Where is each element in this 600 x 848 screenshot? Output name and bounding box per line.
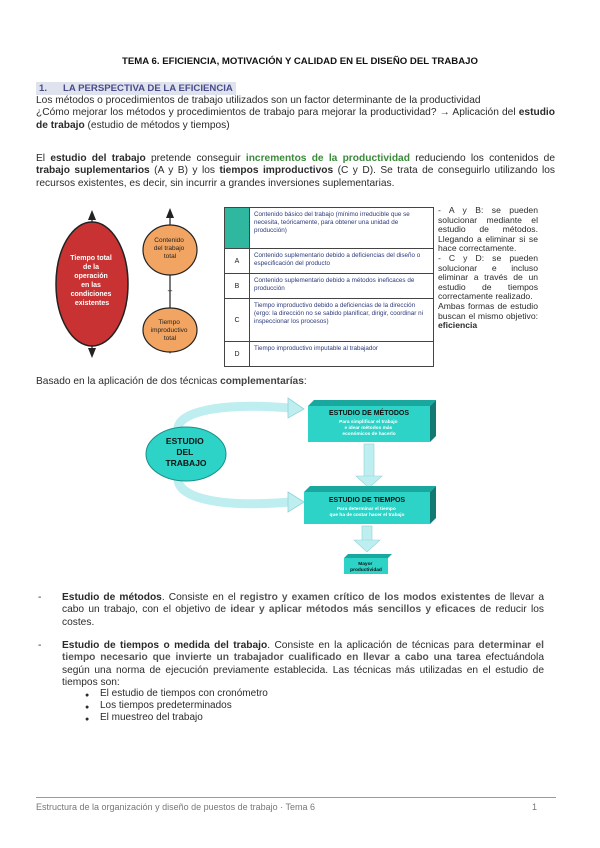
result-box-top [344,554,392,558]
arrow-to-times [178,480,290,504]
time-study-item [38,640,545,690]
methods-box-top [308,400,436,406]
times-box-side [430,486,436,524]
p2-i: (C y D). Se trata de conseguirlo utilizando los recursos existentes, es decir, sin incurrir a grandes inversiones suplementarias. [36,165,555,189]
work-content-label: Contenido del trabajo total [153,237,185,260]
p2-f: trabajo suplementarios [36,165,150,177]
item1-e: idear y aplicar métodos más sencillos y eficaces [230,604,476,616]
intro-line-2-bold: estudio de trabajo [36,107,555,131]
times-title: ESTUDIO DE TIEMPOS [328,497,406,504]
based-b: complementarías [220,376,304,387]
item2-d: efectuándola según una norma de ejecución previamente establecida. Las técnicas más utilizadas en el estudio de tiempos son: [62,652,544,689]
intro-paragraph [36,95,555,132]
side-note-ab: - A y B: se pueden solucionar mediante el estudio de métodos. Llegando a eliminar si se hace correctamente. [438,205,538,254]
table-row [225,208,433,249]
work-study-paragraph [36,153,555,190]
techniques-list [100,688,268,724]
section-heading [36,82,236,95]
arrow-to-methods-head [288,398,304,418]
down-arrow-2-shaft [362,526,372,542]
item1-b: . Consiste en el [161,592,240,603]
row-letter [225,208,250,248]
based-c: : [303,376,307,387]
list-item: ● El muestreo del trabajo [100,712,268,724]
list-item: ● Los tiempos predeterminados [100,700,268,712]
footer-divider [36,797,556,798]
work-content-table [224,207,434,367]
item2-a: Estudio de tiempos o medida del trabajo [62,640,268,651]
p2-a: El [36,153,51,164]
table-row [225,299,433,342]
methods-study-item [38,592,544,629]
row-text: Tiempo improductivo imputable al trabajador [254,345,379,352]
item2-c: determinar el tiempo necesario que invierte un trabajador cualificado en llevar a cabo una tarea [62,640,545,664]
table-row [225,274,433,299]
list-dash: - [38,640,42,651]
intro-line-2-tail: (estudio de métodos y tiempos) [84,119,230,131]
result-label: Mayor productividad [350,562,382,573]
list-item: ● El estudio de tiempos con cronómetro [100,688,268,700]
time-breakdown-figure [50,202,220,362]
intro-line-1: Los métodos o procedimientos de trabajo utilizados son un factor determinante de la productividad [36,95,481,106]
down-arrow-shaft [364,444,374,478]
document-title: TEMA 6. EFICIENCIA, MOTIVACIÓN Y CALIDAD EN EL DISEÑO DEL TRABAJO [122,56,478,67]
side-note-goal-bold: eficiencia [438,320,478,331]
unproductive-time-label: Tiempo improductivo total [150,319,188,342]
table-row [225,249,433,274]
intro-line-2 [36,107,555,132]
arrow-to-methods [178,406,290,428]
based-a: Basado en la aplicación de dos técnicas [36,376,221,387]
row-text: Contenido suplementario debido a deficiencias del diseño o especificación del producto [254,252,421,267]
row-letter: B [225,274,250,298]
item1-a: Estudio de métodos [62,592,162,603]
section-title: LA PERSPECTIVA DE LA EFICIENCIA [63,83,233,94]
row-letter: C [225,299,250,341]
times-box-top [304,486,436,492]
row-text: Contenido básico del trabajo (mínimo irreducible que se necesita, teóricamente, para obtener una unidad de producción) [254,211,410,234]
side-note [438,206,538,331]
item1-c: registro y examen crítico de los modos existentes [239,592,491,603]
row-letter: D [225,342,250,366]
arrow-to-times-head [288,492,304,512]
section-number: 1. [39,83,48,94]
p2-c: pretende conseguir [145,153,246,164]
intro-line-2-text: ¿Cómo mejorar los métodos y procedimientos de trabajo para mejorar la productividad? → Aplicación del [36,107,519,119]
table-row [225,342,433,366]
plus-sign: + [167,286,173,296]
row-letter: A [225,249,250,273]
p2-d: incrementos de la productividad [245,153,410,164]
work-study-diagram [140,386,440,586]
methods-title: ESTUDIO DE MÉTODOS [329,410,409,417]
p2-g: (A y B) y los [149,165,220,177]
page-number: 1 [532,802,538,812]
arrow-up-head-left [88,210,96,220]
item1-d: de llevar a cabo un trabajo, con el objetivo de [62,592,544,616]
item2-b: . Consiste en la aplicación de técnicas para [267,640,479,651]
methods-box-side [430,400,436,442]
footer-text: Estructura de la organización y diseño de puestos de trabajo · Tema 6 [36,802,315,812]
p2-b: estudio del trabajo [50,153,146,164]
down-arrow-2-head [354,540,380,552]
side-note-goal [438,302,538,331]
work-study-label: ESTUDIO DEL TRABAJO [165,436,207,468]
arrow-up-head-right [166,208,174,218]
item1-f: de reducir los costes. [62,604,544,628]
ellipse-label: Tiempo total de la operación en las condiciones existentes [70,255,112,307]
methods-subtitle: Para simplificar el trabajo e idear métodos más económicos de hacerlo [339,420,398,437]
arrow-down-head-left [88,348,96,358]
row-text: Tiempo improductivo debido a deficiencias de la dirección (ergo: la dirección no se sabido planificar, dirigir, coordinar ni inspeccionar los procesos) [254,302,424,325]
list-dash: - [38,592,42,603]
p2-e: reduciendo los contenidos de [409,153,555,164]
row-text: Contenido suplementario debido a métodos ineficaces de producción [254,277,415,292]
side-note-goal-text: Ambas formas de estudio buscan el mismo objetivo: [438,300,538,321]
p2-h: tiempos improductivos [219,165,334,177]
side-note-cd: - C y D: se pueden solucionar e incluso eliminar a través de un estudio de tiempos correctamente realizado. [438,252,538,302]
times-subtitle: Para determinar el tiempo que ha de costar hacer el trabajo [329,507,405,518]
